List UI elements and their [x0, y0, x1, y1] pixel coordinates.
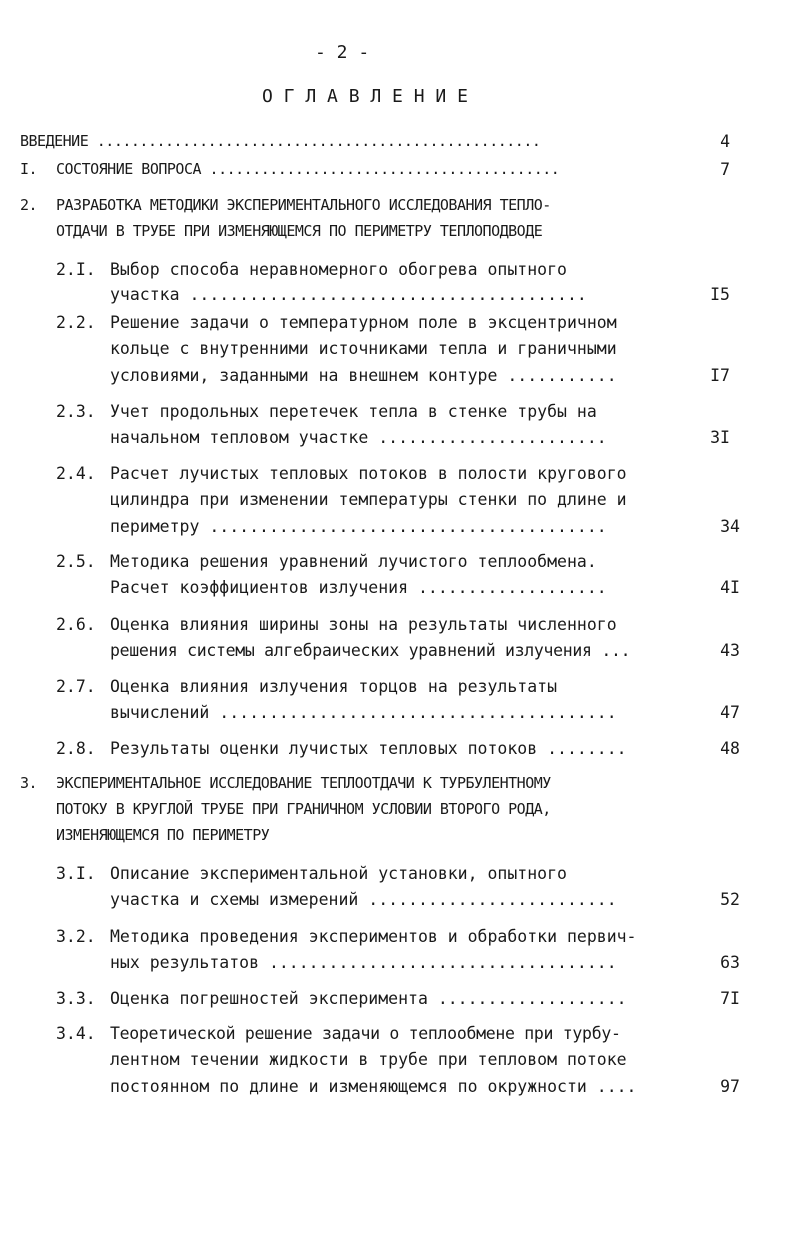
toc-entry-title: ВВЕДЕНИЕ ....................................................: [20, 132, 541, 150]
toc-entry-title-line: Расчет лучистых тепловых потоков в полости кругового: [110, 464, 627, 483]
toc-entry-title-line: цилиндра при изменении температуры стенки по длине и: [110, 490, 627, 509]
toc-entry-title-line: лентном течении жидкости в трубе при тепловом потоке: [110, 1050, 627, 1069]
toc-entry-page: I5: [710, 285, 730, 304]
toc-entry-number: 2.6.: [56, 615, 96, 634]
toc-entry-number: 2.I.: [56, 260, 96, 279]
toc-entry-title-line: Учет продольных перетечек тепла в стенке трубы на: [110, 402, 597, 421]
toc-entry-number: 2.7.: [56, 677, 96, 696]
toc-entry-title-line: Выбор способа неравномерного обогрева опытного: [110, 260, 567, 279]
toc-entry-title-line: постоянном по длине и изменяющемся по окружности ....: [110, 1077, 637, 1096]
toc-entry-number: 2.: [20, 196, 38, 214]
toc-entry-number: I.: [20, 160, 38, 178]
toc-entry-title: СОСТОЯНИЕ ВОПРОСА .........................................: [56, 160, 560, 178]
toc-entry-page: 3I: [710, 428, 730, 447]
toc-entry-title-line: Решение задачи о температурном поле в эксцентричном: [110, 313, 617, 332]
toc-entry-title-line: РАЗРАБОТКА МЕТОДИКИ ЭКСПЕРИМЕНТАЛЬНОГО ИССЛЕДОВАНИЯ ТЕПЛО-: [56, 196, 551, 214]
toc-entry-title-line: вычислений ........................................: [110, 703, 617, 722]
toc-entry-title-line: Методика проведения экспериментов и обработки первич-: [110, 927, 637, 946]
toc-entry-title-line: Результаты оценки лучистых тепловых потоков ........: [110, 739, 627, 758]
toc-entry-title-line: Расчет коэффициентов излучения ...................: [110, 578, 607, 597]
toc-entry-title-line: ных результатов ...................................: [110, 953, 617, 972]
toc-entry-title-line: кольце с внутренними источниками тепла и граничными: [110, 339, 617, 358]
toc-entry-page: 52: [720, 890, 740, 909]
page-number: - 2 -: [315, 42, 370, 63]
toc-entry-page: I7: [710, 366, 730, 385]
toc-entry-number: 3.2.: [56, 927, 96, 946]
toc-entry-number: 3.: [20, 774, 38, 792]
toc-entry-title-line: Методика решения уравнений лучистого теплообмена.: [110, 552, 597, 571]
toc-entry-number: 2.4.: [56, 464, 96, 483]
toc-entry-title-line: участка и схемы измерений .........................: [110, 890, 617, 909]
toc-entry-title-line: Оценка влияния излучения торцов на результаты: [110, 677, 558, 696]
toc-entry-title-line: Оценка погрешностей эксперимента ...................: [110, 989, 627, 1008]
toc-entry-number: 3.I.: [56, 864, 96, 883]
toc-entry-title-line: ПОТОКУ В КРУГЛОЙ ТРУБЕ ПРИ ГРАНИЧНОМ УСЛОВИИ ВТОРОГО РОДА,: [56, 800, 551, 818]
toc-entry-page: 34: [720, 517, 740, 536]
toc-entry-page: 4I: [720, 578, 740, 597]
toc-entry-title-line: периметру ........................................: [110, 517, 607, 536]
toc-entry-title-line: решения системы алгебраических уравнений излучения ...: [110, 641, 631, 660]
toc-entry-number: 3.3.: [56, 989, 96, 1008]
toc-entry-page: 47: [720, 703, 740, 722]
toc-entry-title-line: ИЗМЕНЯЮЩЕМСЯ ПО ПЕРИМЕТРУ: [56, 826, 270, 844]
toc-entry-page: 97: [720, 1077, 740, 1096]
toc-entry-title-line: условиями, заданными на внешнем контуре ...........: [110, 366, 617, 385]
toc-entry-title-line: участка ........................................: [110, 285, 587, 304]
toc-entry-number: 3.4.: [56, 1024, 96, 1043]
toc-entry-page: 48: [720, 739, 740, 758]
toc-entry-number: 2.5.: [56, 552, 96, 571]
toc-entry-page: 7: [720, 160, 730, 179]
toc-entry-page: 43: [720, 641, 740, 660]
toc-entry-number: 2.3.: [56, 402, 96, 421]
toc-entry-title-line: Теоретической решение задачи о теплообмене при турбу-: [110, 1024, 621, 1043]
toc-entry-number: 2.2.: [56, 313, 96, 332]
toc-entry-title-line: ОТДАЧИ В ТРУБЕ ПРИ ИЗМЕНЯЮЩЕМСЯ ПО ПЕРИМЕТРУ ТЕПЛОПОДВОДЕ: [56, 222, 543, 240]
toc-entry-title-line: ЭКСПЕРИМЕНТАЛЬНОЕ ИССЛЕДОВАНИЕ ТЕПЛООТДАЧИ К ТУРБУЛЕНТНОМУ: [56, 774, 551, 792]
toc-entry-title-line: Оценка влияния ширины зоны на результаты численного: [110, 615, 617, 634]
toc-entry-page: 7I: [720, 989, 740, 1008]
toc-entry-page: 4: [720, 132, 730, 151]
toc-entry-title-line: начальном тепловом участке .......................: [110, 428, 607, 447]
toc-entry-title-line: Описание экспериментальной установки, опытного: [110, 864, 567, 883]
toc-heading: О Г Л А В Л Е Н И Е: [262, 86, 468, 107]
toc-entry-page: 63: [720, 953, 740, 972]
toc-entry-number: 2.8.: [56, 739, 96, 758]
